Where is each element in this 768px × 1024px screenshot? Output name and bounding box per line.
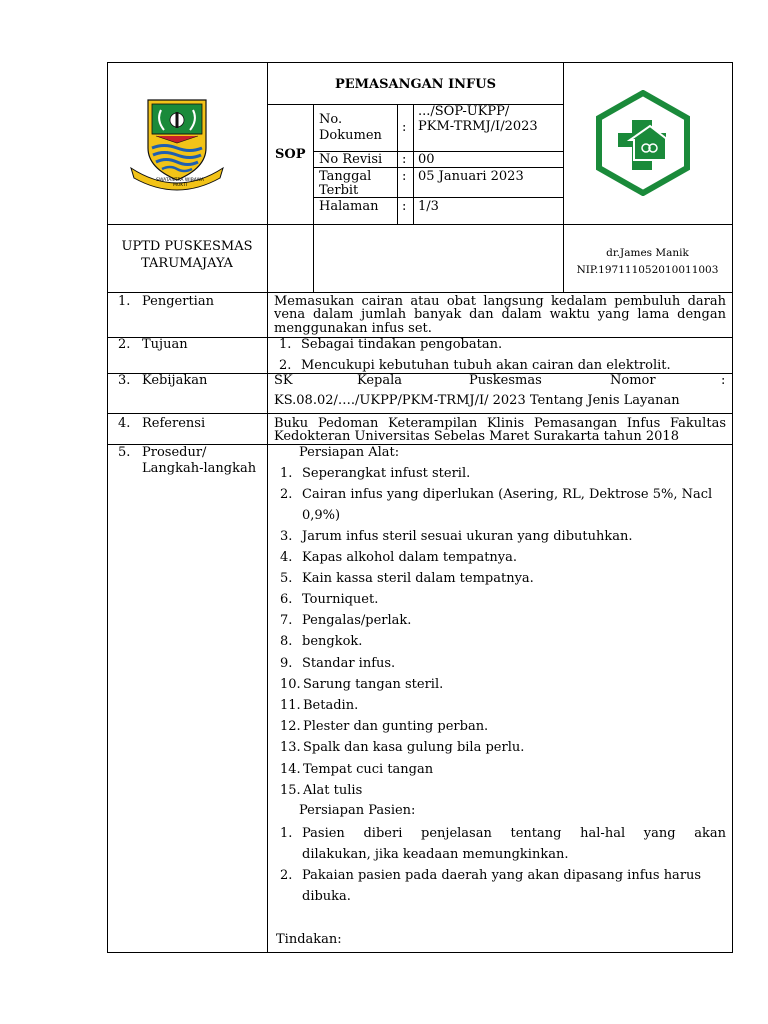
regency-crest-logo (128, 98, 226, 194)
crest-motto: SWATANTRA WIBAWA MUKTI (156, 178, 204, 188)
field-label-no-revisi: No Revisi (319, 152, 383, 167)
header-bottom-border (107, 292, 733, 293)
alat-item-text: bengkok. (302, 634, 363, 649)
org-name-line-2: TARUMAJAYA (141, 256, 233, 271)
section-label-kebijakan: Kebijakan (142, 373, 208, 388)
label-column-border (267, 62, 268, 953)
alat-item-number: 1. (280, 466, 293, 481)
kebijakan-line-2: KS.08.02/…./UKPP/PKM-TRMJ/I/ 2023 Tentang Jenis Layanan (274, 393, 680, 408)
persiapan-alat-heading: Persiapan Alat: (299, 445, 400, 460)
colon: : (402, 199, 407, 214)
pasien-item-text-cont: dibuka. (302, 889, 351, 904)
section-number: 4. (118, 416, 131, 431)
colon-column-left (397, 104, 398, 225)
sop-label: SOP (275, 147, 306, 162)
colon: : (402, 169, 407, 184)
section-number: 5. (118, 445, 131, 460)
kebijakan-word: Kepala (357, 373, 403, 388)
pengertian-line-2: vena dalam jumlah banyak dan dalam waktu yang lama dengan (274, 307, 726, 322)
sop-column-border (313, 104, 314, 292)
alat-item-number: 15. (280, 783, 301, 798)
alat-item-number: 3. (280, 529, 293, 544)
kebijakan-word: Puskesmas (469, 373, 542, 388)
header-top-border (107, 62, 733, 63)
alat-item-text: Jarum infus steril sesuai ukuran yang dibutuhkan. (302, 529, 633, 544)
field-label-no-dokumen-2: Dokumen (319, 128, 382, 143)
section-label-langkah: Langkah-langkah (142, 461, 257, 476)
row-divider (107, 413, 733, 414)
alat-item-text: Cairan infus yang diperlukan (Asering, RL, Dektrose 5%, Nacl (302, 487, 713, 502)
field-label-halaman: Halaman (319, 199, 379, 214)
pasien-item-text: Pakaian pasien pada daerah yang akan dipasang infus harus (302, 868, 702, 883)
alat-item-text: Plester dan gunting perban. (303, 719, 489, 734)
alat-item-number: 11. (280, 698, 301, 713)
section-number: 2. (118, 337, 131, 352)
alat-item-text: Alat tulis (303, 783, 363, 798)
field-label-terbit: Terbit (319, 183, 359, 198)
section-number: 1. (118, 294, 131, 309)
signer-name: dr.James Manik (606, 247, 689, 259)
alat-item-text: Betadin. (303, 698, 359, 713)
alat-item-text: Standar infus. (302, 656, 396, 671)
section-label-prosedur: Prosedur/ (142, 445, 207, 460)
referensi-line-2: Kedokteran Universitas Sebelas Maret Surakarta tahun 2018 (274, 429, 679, 444)
field-value-halaman: 1/3 (418, 199, 439, 214)
pasien-item-number: 1. (280, 826, 293, 841)
field-label-tanggal: Tanggal (319, 169, 372, 184)
referensi-line-1: Buku Pedoman Keterampilan Klinis Pemasangan Infus Fakultas (274, 416, 726, 431)
org-name-line-1: UPTD PUSKESMAS (121, 239, 253, 254)
alat-item-text: Tourniquet. (302, 592, 379, 607)
alat-item-text: Seperangkat infust steril. (302, 466, 471, 481)
alat-item-number: 12. (280, 719, 301, 734)
signer-nip: NIP.197111052010011003 (576, 264, 719, 276)
field-label-no-dokumen: No. (319, 112, 343, 127)
colon-column-right (413, 104, 414, 225)
alat-item-text: Sarung tangan steril. (303, 677, 444, 692)
colon: : (402, 120, 407, 135)
table-right-border (732, 62, 733, 953)
pengertian-line-3: menggunakan infus set. (274, 321, 432, 336)
kebijakan-word: Nomor (610, 373, 656, 388)
alat-item-text: Kapas alkohol dalam tempatnya. (302, 550, 518, 565)
field-value-no-dokumen: .../SOP-UKPP/ (418, 104, 510, 119)
section-number: 3. (118, 373, 131, 388)
pasien-item-text: Pasien diberi penjelasan tentang hal-hal yang akan (302, 826, 726, 841)
alat-item-number: 4. (280, 550, 293, 565)
pasien-item-number: 2. (280, 868, 293, 883)
colon: : (402, 152, 407, 167)
alat-item-text: Pengalas/perlak. (302, 613, 412, 628)
field-value-tanggal-terbit: 05 Januari 2023 (418, 169, 524, 184)
section-label-referensi: Referensi (142, 416, 206, 431)
tindakan-heading: Tindakan: (276, 932, 342, 947)
field-value-no-revisi: 00 (418, 152, 435, 167)
pasien-item-text-cont: dilakukan, jika keadaan memungkinkan. (302, 847, 569, 862)
tujuan-item-number: 2. (279, 358, 292, 373)
alat-item-number: 14. (280, 762, 301, 777)
puskesmas-logo (594, 90, 692, 196)
document-title: PEMASANGAN INFUS (334, 77, 497, 92)
alat-item-number: 2. (280, 487, 293, 502)
alat-item-number: 10. (280, 677, 301, 692)
header-mid-border (107, 224, 733, 225)
pengertian-line-1: Memasukan cairan atau obat langsung kedalam pembuluh darah (274, 294, 726, 309)
alat-item-number: 7. (280, 613, 293, 628)
section-label-tujuan: Tujuan (142, 337, 188, 352)
alat-item-text: Kain kassa steril dalam tempatnya. (302, 571, 534, 586)
section-label-pengertian: Pengertian (142, 294, 214, 309)
field-value-no-dokumen-2: PKM-TRMJ/I/2023 (418, 119, 538, 134)
alat-item-number: 13. (280, 740, 301, 755)
alat-item-text-cont: 0,9%) (302, 508, 341, 523)
alat-item-number: 8. (280, 634, 293, 649)
alat-item-number: 5. (280, 571, 293, 586)
table-left-border (107, 62, 108, 953)
persiapan-pasien-heading: Persiapan Pasien: (299, 803, 416, 818)
alat-item-number: 6. (280, 592, 293, 607)
table-bottom-border (107, 952, 733, 953)
tujuan-item-text: Mencukupi kebutuhan tubuh akan cairan dan elektrolit. (301, 358, 671, 373)
tujuan-item-number: 1. (279, 337, 292, 352)
alat-item-number: 9. (280, 656, 293, 671)
kebijakan-word: SK (274, 373, 293, 388)
tujuan-item-text: Sebagai tindakan pengobatan. (301, 337, 503, 352)
kebijakan-word: : (721, 373, 726, 388)
alat-item-text: Spalk dan kasa gulung bila perlu. (303, 740, 525, 755)
title-divider (267, 104, 564, 105)
alat-item-text: Tempat cuci tangan (303, 762, 434, 777)
